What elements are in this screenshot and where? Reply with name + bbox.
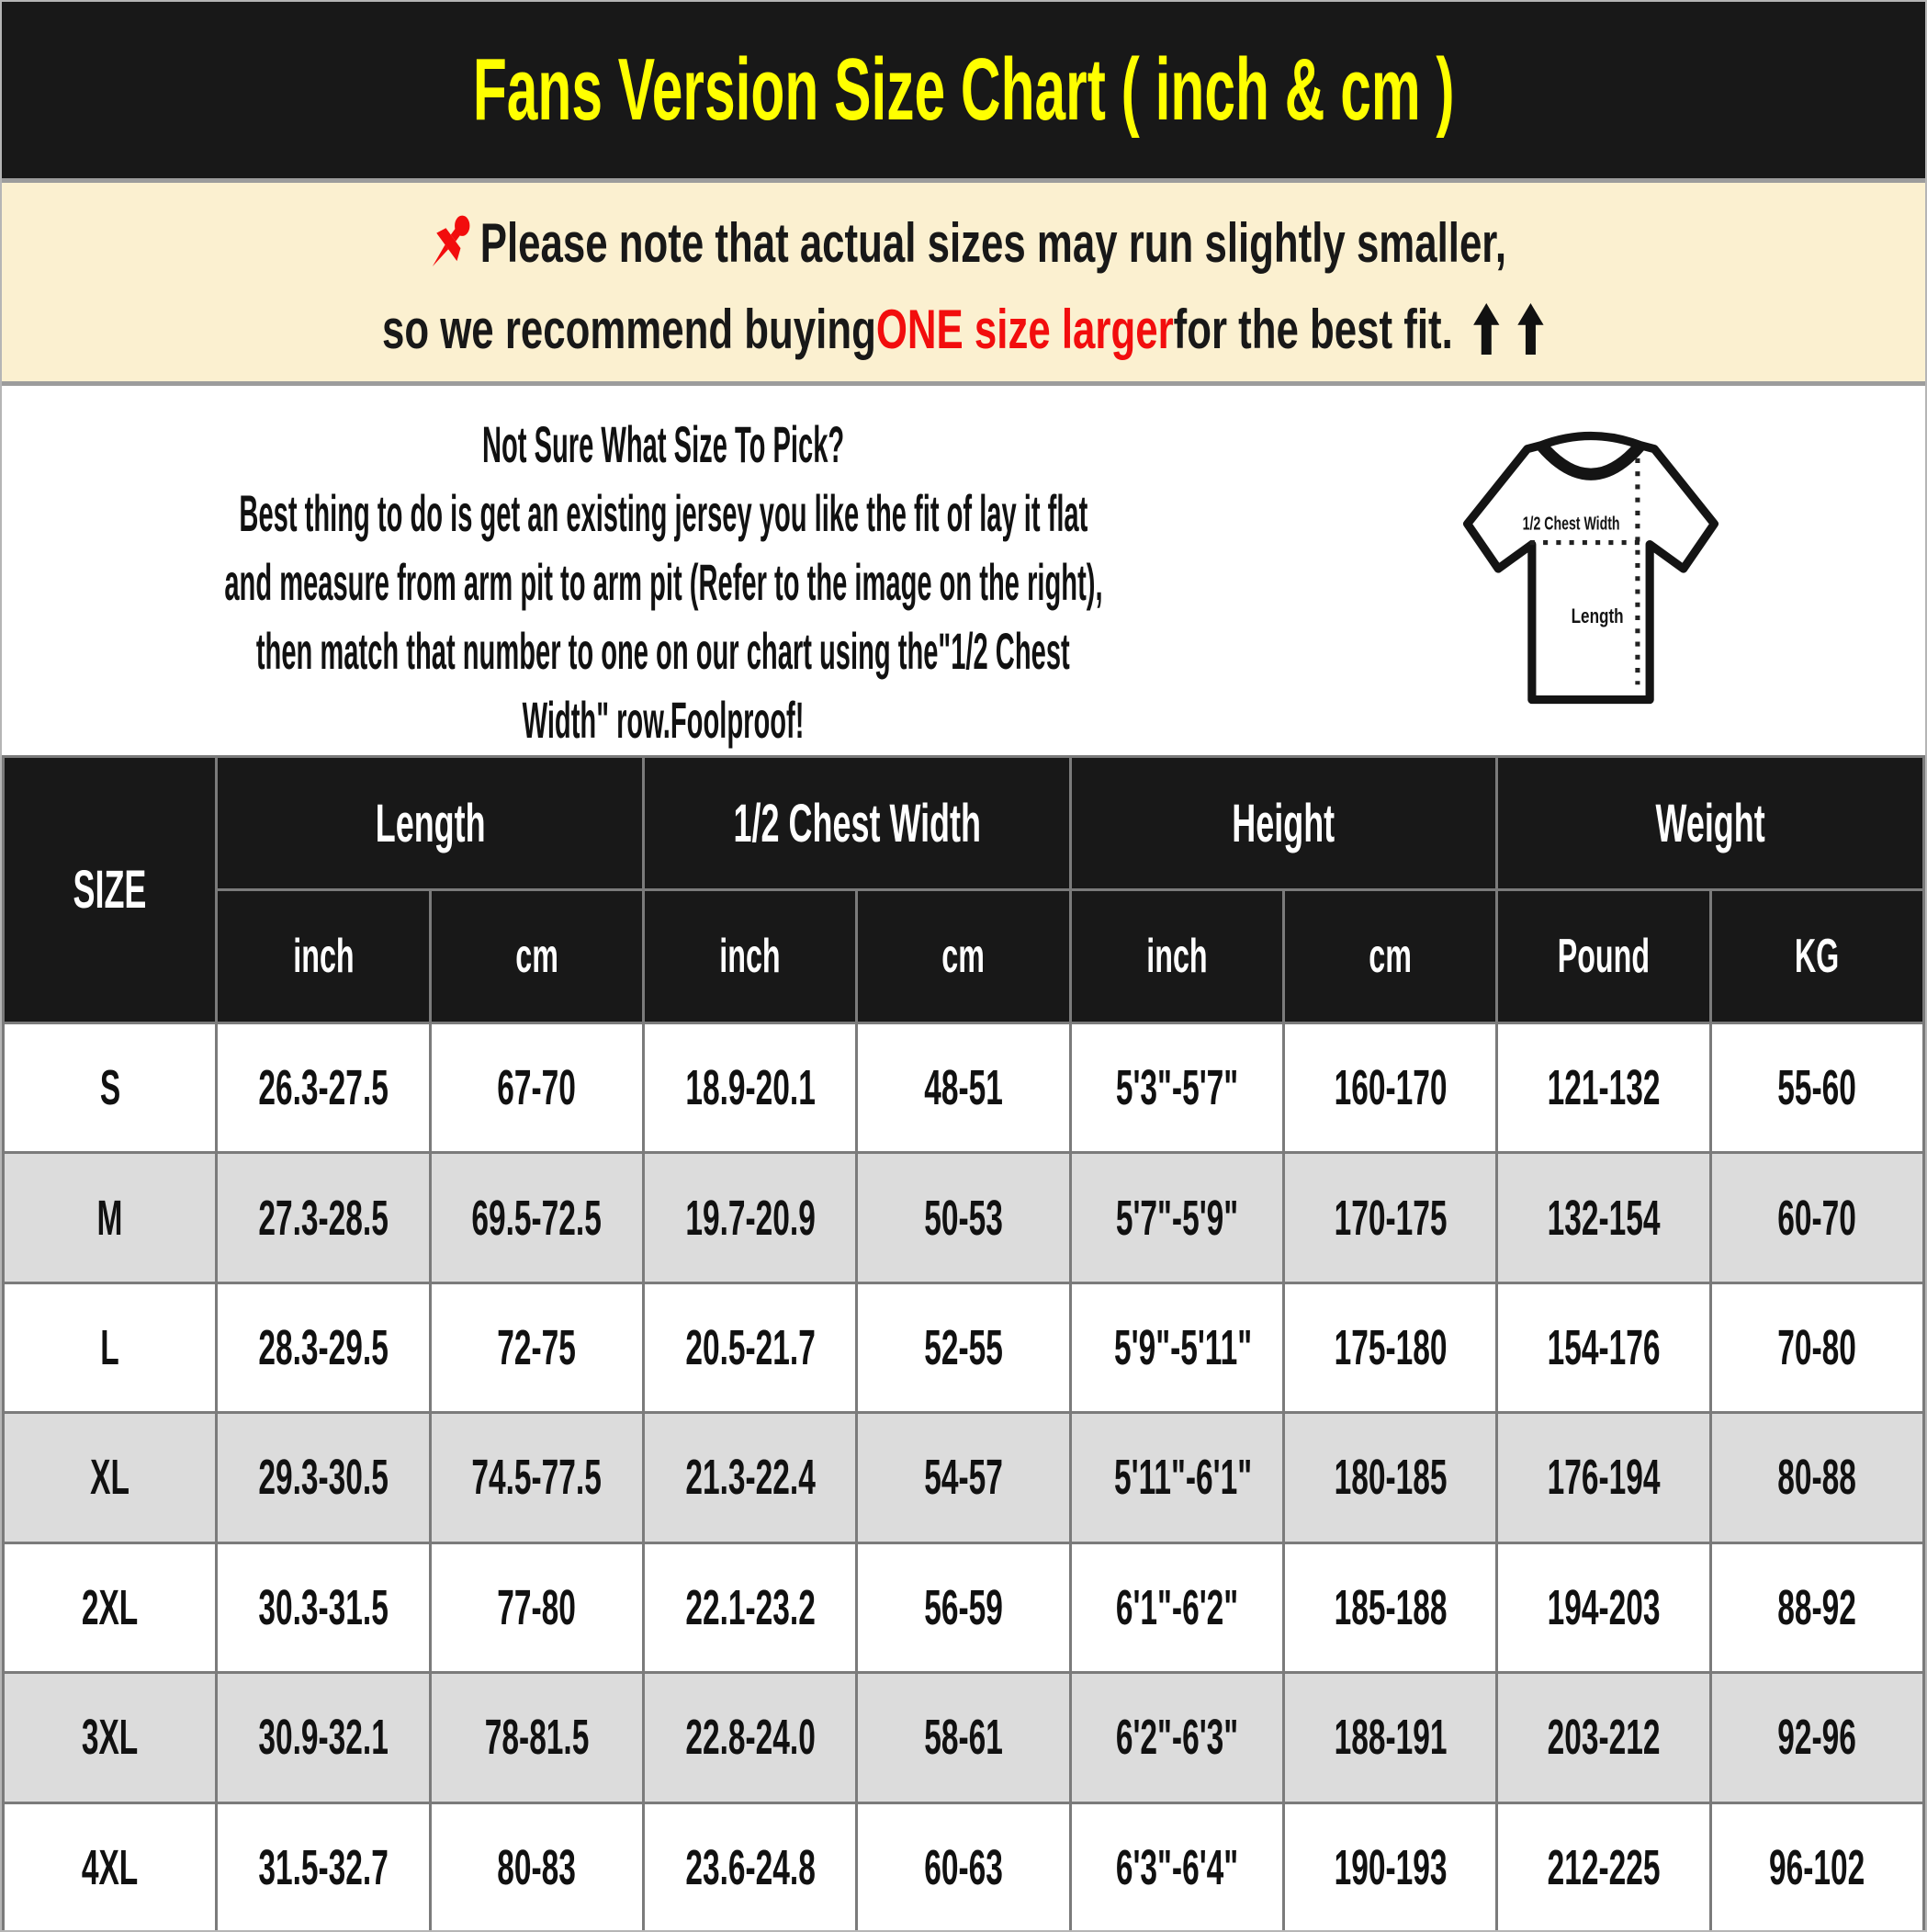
chest-width-group-header: 1/2 Chest Width	[643, 757, 1070, 890]
cell: 6'3"-6'4"	[1070, 1802, 1283, 1932]
height-group-header: Height	[1070, 757, 1497, 890]
pushpin-icon	[421, 203, 479, 282]
cell: 185-188	[1283, 1542, 1496, 1672]
length-label: Length	[1571, 604, 1624, 628]
guide-line	[2, 548, 1324, 616]
guide-line	[2, 616, 1324, 685]
cell: 203-212	[1497, 1673, 1710, 1802]
weight-pound-header: Pound	[1497, 890, 1710, 1023]
cell: 96-102	[1710, 1802, 1923, 1932]
page-title: Fans Version Size Chart ( inch & cm )	[472, 40, 1455, 139]
note-text-2b: for the best fit.	[1174, 298, 1454, 360]
height-inch-header: inch	[1070, 890, 1283, 1023]
cell: 48-51	[857, 1023, 1070, 1153]
size-label: 4XL	[4, 1802, 217, 1932]
cell: 80-83	[430, 1802, 643, 1932]
cell: 21.3-22.4	[643, 1413, 856, 1542]
cell: 176-194	[1497, 1413, 1710, 1542]
guide-heading: Not Sure What Size To Pick?	[481, 415, 845, 473]
cell: 92-96	[1710, 1673, 1923, 1802]
table-row-3xl	[4, 1673, 1924, 1802]
length-group-header: Length	[217, 757, 644, 890]
weight-group-header: Weight	[1497, 757, 1924, 890]
cell: 6'1"-6'2"	[1070, 1542, 1283, 1672]
size-label: XL	[4, 1413, 217, 1542]
cell: 5'7"-5'9"	[1070, 1153, 1283, 1282]
title-band	[2, 2, 1925, 178]
cell: 5'3"-5'7"	[1070, 1023, 1283, 1153]
table-row-s	[4, 1023, 1924, 1153]
chest-width-label: 1/2 Chest Width	[1522, 514, 1620, 535]
cell: 22.8-24.0	[643, 1673, 856, 1802]
table-row-l	[4, 1282, 1924, 1412]
tshirt-measure-diagram	[1437, 412, 1745, 720]
cell: 30.3-31.5	[217, 1542, 430, 1672]
cell: 27.3-28.5	[217, 1153, 430, 1282]
cell: 175-180	[1283, 1282, 1496, 1412]
guide-heading-line	[2, 410, 1324, 479]
guide-line-text: and measure from arm pit to arm pit (Refer to the image on the right),	[223, 553, 1103, 611]
height-cm-header: cm	[1283, 890, 1496, 1023]
cell: 74.5-77.5	[430, 1413, 643, 1542]
cell: 70-80	[1710, 1282, 1923, 1412]
cell: 60-63	[857, 1802, 1070, 1932]
up-arrow-icon	[1473, 303, 1500, 355]
note-line-2	[382, 298, 1544, 361]
cell: 69.5-72.5	[430, 1153, 643, 1282]
cell: 88-92	[1710, 1542, 1923, 1672]
cell: 77-80	[430, 1542, 643, 1672]
note-highlight: ONE size larger	[876, 298, 1175, 360]
cell: 6'2"-6'3"	[1070, 1673, 1283, 1802]
note-band	[2, 178, 1925, 386]
cell: 31.5-32.7	[217, 1802, 430, 1932]
table-row-xl	[4, 1413, 1924, 1542]
cell: 26.3-27.5	[217, 1023, 430, 1153]
cell: 58-61	[857, 1673, 1070, 1802]
cell: 160-170	[1283, 1023, 1496, 1153]
guide-line-text: Best thing to do is get an existing jersey you like the fit of lay it flat	[239, 484, 1087, 542]
cell: 52-55	[857, 1282, 1070, 1412]
up-arrow-icon	[1517, 303, 1544, 355]
length-cm-header: cm	[430, 890, 643, 1023]
size-table-header	[4, 757, 1924, 1023]
table-row-2xl	[4, 1542, 1924, 1672]
guide-line-text: Width" row.Foolproof!	[522, 691, 805, 749]
cell: 170-175	[1283, 1153, 1496, 1282]
cell: 5'11"-6'1"	[1070, 1413, 1283, 1542]
length-inch-header: inch	[217, 890, 430, 1023]
cell: 80-88	[1710, 1413, 1923, 1542]
size-table	[2, 755, 1925, 1932]
cell: 19.7-20.9	[643, 1153, 856, 1282]
guide-line	[2, 479, 1324, 548]
cell: 50-53	[857, 1153, 1070, 1282]
cell: 72-75	[430, 1282, 643, 1412]
table-row-4xl	[4, 1802, 1924, 1932]
size-guide-text	[2, 410, 1324, 754]
guide-line-text: then match that number to one on our chart using the"1/2 Chest	[256, 622, 1070, 680]
cell: 56-59	[857, 1542, 1070, 1672]
cell: 212-225	[1497, 1802, 1710, 1932]
cell: 5'9"-5'11"	[1070, 1282, 1283, 1412]
cell: 67-70	[430, 1023, 643, 1153]
cell: 28.3-29.5	[217, 1282, 430, 1412]
cell: 18.9-20.1	[643, 1023, 856, 1153]
cell: 180-185	[1283, 1413, 1496, 1542]
chest-inch-header: inch	[643, 890, 856, 1023]
guide-line	[2, 685, 1324, 754]
size-label: 2XL	[4, 1542, 217, 1672]
size-label: M	[4, 1153, 217, 1282]
note-line-1	[421, 203, 1506, 282]
size-label: 3XL	[4, 1673, 217, 1802]
cell: 78-81.5	[430, 1673, 643, 1802]
size-column-header: SIZE	[4, 757, 217, 1023]
cell: 132-154	[1497, 1153, 1710, 1282]
table-row-m	[4, 1153, 1924, 1282]
cell: 23.6-24.8	[643, 1802, 856, 1932]
cell: 190-193	[1283, 1802, 1496, 1932]
weight-kg-header: KG	[1710, 890, 1923, 1023]
size-label: L	[4, 1282, 217, 1412]
cell: 54-57	[857, 1413, 1070, 1542]
note-text-2a: so we recommend buying	[382, 298, 877, 360]
cell: 22.1-23.2	[643, 1542, 856, 1672]
cell: 154-176	[1497, 1282, 1710, 1412]
note-text-1: Please note that actual sizes may run slightly smaller,	[479, 211, 1506, 274]
cell: 30.9-32.1	[217, 1673, 430, 1802]
chest-cm-header: cm	[857, 890, 1070, 1023]
size-label: S	[4, 1023, 217, 1153]
cell: 20.5-21.7	[643, 1282, 856, 1412]
size-guide-section	[2, 386, 1925, 755]
cell: 29.3-30.5	[217, 1413, 430, 1542]
cell: 121-132	[1497, 1023, 1710, 1153]
cell: 194-203	[1497, 1542, 1710, 1672]
cell: 60-70	[1710, 1153, 1923, 1282]
cell: 188-191	[1283, 1673, 1496, 1802]
tshirt-diagram-icon	[1437, 412, 1745, 720]
cell: 55-60	[1710, 1023, 1923, 1153]
